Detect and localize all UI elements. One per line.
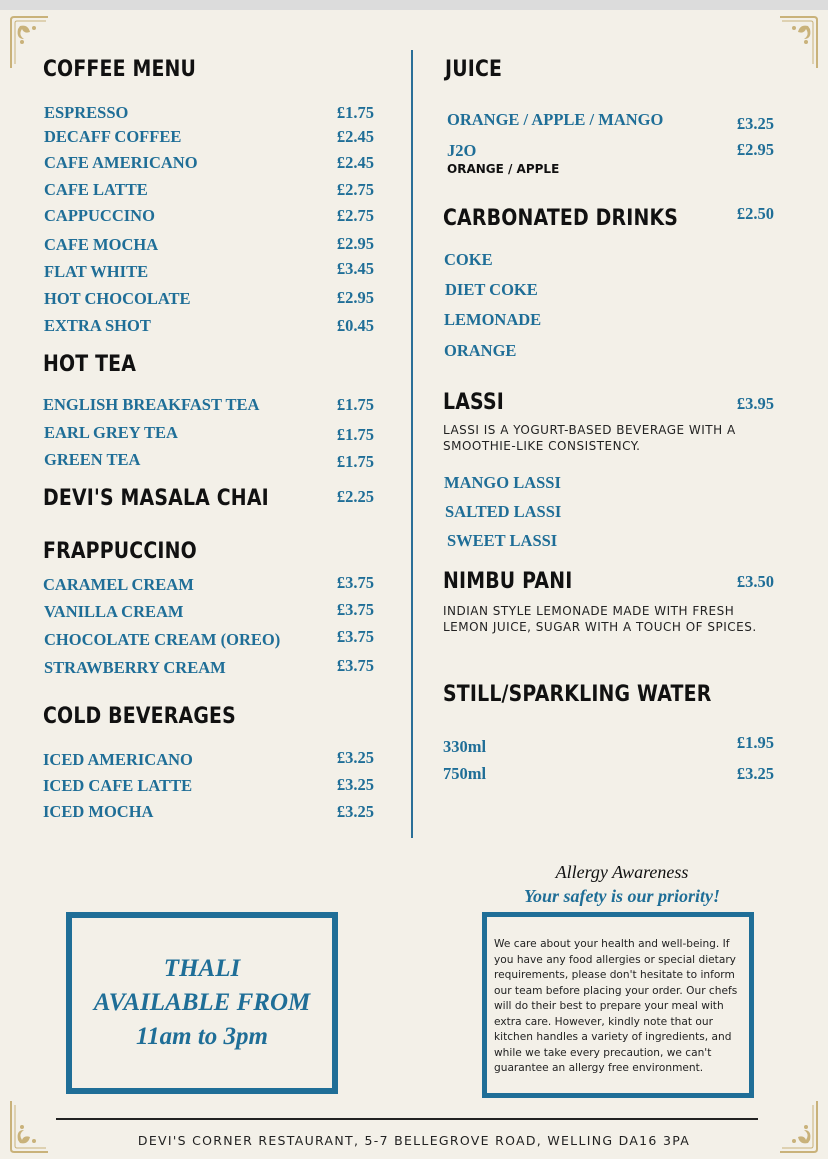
menu-item: ORANGE xyxy=(444,341,517,360)
allergy-subtitle: Your safety is our priority! xyxy=(523,886,721,906)
menu-item: CAFE AMERICANO xyxy=(44,153,198,172)
menu-item: SALTED LASSI xyxy=(445,502,562,521)
menu-price: £2.95 xyxy=(336,234,374,253)
allergy-text: We care about your health and well-being. If you have any food allergies or special dietary requirements, please don't hesitate to inform our team before placing your order. Our chefs will do their best to prepare your meal with extra care. However, kindly note that our kitchen handles a variety of ingredients, and while we take every precaution, we can't guarantee an allergy free environment. xyxy=(494,938,738,1074)
menu-price: £1.75 xyxy=(336,103,374,122)
menu-price: £3.75 xyxy=(336,573,374,592)
menu-price: £1.75 xyxy=(336,452,374,471)
menu-price: £2.50 xyxy=(736,204,774,223)
menu-item: HOT CHOCOLATE xyxy=(44,289,191,308)
menu-price: £2.75 xyxy=(336,206,374,225)
menu-item: LEMONADE xyxy=(444,310,542,329)
menu-price: £3.50 xyxy=(736,572,774,591)
menu-price: £2.45 xyxy=(336,153,374,172)
footer-divider xyxy=(56,1118,758,1120)
masala-chai-heading: DEVI'S MASALA CHAI xyxy=(43,486,269,511)
menu-price: £1.75 xyxy=(336,395,374,414)
menu-item: MANGO LASSI xyxy=(444,473,561,492)
menu-price: £3.75 xyxy=(336,627,374,646)
menu-price: £0.45 xyxy=(336,316,374,335)
menu-item: ICED CAFE LATTE xyxy=(43,776,193,795)
hot-tea-heading: HOT TEA xyxy=(43,352,137,377)
menu-item: EARL GREY TEA xyxy=(44,423,178,442)
nimbu-pani-description: INDIAN STYLE LEMONADE MADE WITH FRESH xyxy=(443,604,735,618)
menu-price: £3.75 xyxy=(336,600,374,619)
menu-item: ORANGE / APPLE / MANGO xyxy=(447,110,664,129)
menu-item: STRAWBERRY CREAM xyxy=(44,658,226,677)
column-divider xyxy=(411,50,413,838)
menu-price: £3.25 xyxy=(336,802,374,821)
menu-price: £2.75 xyxy=(336,180,374,199)
ornament-corner-icon xyxy=(778,14,820,70)
menu-item: 750ml xyxy=(443,764,487,783)
coffee-heading: COFFEE MENU xyxy=(43,57,197,82)
menu-item: DIET COKE xyxy=(445,280,538,299)
menu-price: £3.95 xyxy=(736,394,774,413)
menu-price: £3.25 xyxy=(336,748,374,767)
lassi-description: SMOOTHIE-LIKE CONSISTENCY. xyxy=(443,439,641,453)
menu-price: £2.45 xyxy=(336,127,374,146)
menu-price: £2.95 xyxy=(736,140,774,159)
allergy-title: Allergy Awareness xyxy=(555,862,689,882)
menu-item: EXTRA SHOT xyxy=(44,316,151,335)
thali-banner xyxy=(66,912,338,1094)
menu-price: £3.25 xyxy=(336,775,374,794)
thali-line: THALI xyxy=(163,955,241,982)
menu-item: COKE xyxy=(444,250,493,269)
menu-item: ICED MOCHA xyxy=(43,802,154,821)
footer-address: DEVI'S CORNER RESTAURANT, 5-7 BELLEGROVE ROAD, WELLING DA16 3PA xyxy=(137,1133,691,1148)
menu-price: £2.25 xyxy=(336,487,374,506)
menu-item: 330ml xyxy=(443,737,487,756)
menu-price: £3.75 xyxy=(336,656,374,675)
cold-beverages-heading: COLD BEVERAGES xyxy=(43,704,236,729)
menu-price: £2.95 xyxy=(336,288,374,307)
menu-price: £3.25 xyxy=(736,764,774,783)
frappuccino-heading: FRAPPUCCINO xyxy=(43,539,197,564)
menu-item: ESPRESSO xyxy=(44,103,129,122)
menu-item: CAFE LATTE xyxy=(44,180,148,199)
menu-item: SWEET LASSI xyxy=(447,531,558,550)
menu-item: CARAMEL CREAM xyxy=(43,575,194,594)
menu-item: CHOCOLATE CREAM (OREO) xyxy=(44,630,281,649)
menu-price: £1.75 xyxy=(336,425,374,444)
menu-item: VANILLA CREAM xyxy=(44,602,184,621)
lassi-heading: LASSI xyxy=(443,390,505,415)
top-band xyxy=(0,0,828,10)
menu-item-subtitle: ORANGE / APPLE xyxy=(447,162,560,176)
juice-heading: JUICE xyxy=(445,57,503,82)
carbonated-heading: CARBONATED DRINKS xyxy=(443,206,679,231)
allergy-notice xyxy=(482,912,754,1098)
menu-item: FLAT WHITE xyxy=(44,262,149,281)
menu-item: CAFE MOCHA xyxy=(44,235,159,254)
menu-item: CAPPUCCINO xyxy=(44,206,155,225)
water-heading: STILL/SPARKLING WATER xyxy=(443,682,712,707)
thali-line: AVAILABLE FROM xyxy=(93,989,311,1016)
menu-item: ENGLISH BREAKFAST TEA xyxy=(43,395,260,414)
menu-price: £3.45 xyxy=(336,259,374,278)
thali-line: 11am to 3pm xyxy=(136,1023,268,1050)
menu-item: DECAFF COFFEE xyxy=(44,127,182,146)
menu-price: £1.95 xyxy=(736,733,774,752)
menu-item: J2O xyxy=(447,141,477,160)
nimbu-pani-heading: NIMBU PANI xyxy=(443,569,573,594)
menu-item: GREEN TEA xyxy=(44,450,141,469)
nimbu-pani-description: LEMON JUICE, SUGAR WITH A TOUCH OF SPICES. xyxy=(443,620,757,634)
menu-price: £3.25 xyxy=(736,114,774,133)
menu-item: ICED AMERICANO xyxy=(43,750,193,769)
lassi-description: LASSI IS A YOGURT-BASED BEVERAGE WITH A xyxy=(443,423,736,437)
